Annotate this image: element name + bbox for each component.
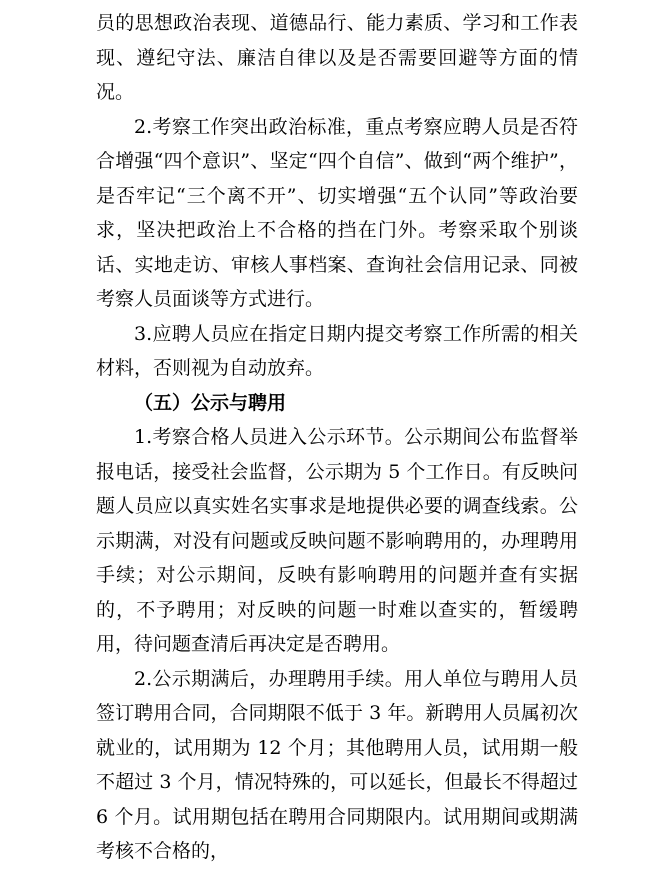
paragraph-submit-materials: 3.应聘人员应在指定日期内提交考察工作所需的相关材料，否则视为自动放弃。 bbox=[96, 322, 578, 379]
paragraph-continuation: 员的思想政治表现、道德品行、能力素质、学习和工作表现、遵纪守法、廉洁自律以及是否需要回避等方面的情况。 bbox=[96, 12, 578, 103]
paragraph-hiring-procedure: 2.公示期满后，办理聘用手续。用人单位与聘用人员签订聘用合同，合同期限不低于 3 年。新聘用人员属初次就业的，试用期为 12 个月；其他聘用人员，试用期一般不超过 3 个月，情况特殊的，可以延长，但最长不得超过 6 个月。试用期包括在聘用合同期限内。试用期间或期满考核不合格的， bbox=[96, 667, 578, 862]
paragraph-publicity: 1.考察合格人员进入公示环节。公示期间公布监督举报电话，接受社会监督，公示期为 5 个工作日。有反映问题人员应以真实姓名实事求是地提供必要的调查线索。公示期满，对没有问题或反映问题不影响聘用的，办理聘用手续；对公示期间，反映有影响聘用的问题并查有实据的，不予聘用；对反映的问题一时难以查实的，暂缓聘用，待问题查清后再决定是否聘用。 bbox=[96, 426, 578, 655]
section-heading-publicity-and-hiring: （五）公示与聘用 bbox=[134, 391, 287, 414]
paragraph-political-standard: 2.考察工作突出政治标准，重点考察应聘人员是否符合增强“四个意识”、坚定“四个自信”、做到“两个维护”，是否牢记“三个离不开”、切实增强“五个认同”等政治要求，坚决把政治上不合格的挡在门外。考察采取个别谈话、实地走访、审核人事档案、查询社会信用记录、同被考察人员面谈等方式进行。 bbox=[96, 115, 578, 310]
